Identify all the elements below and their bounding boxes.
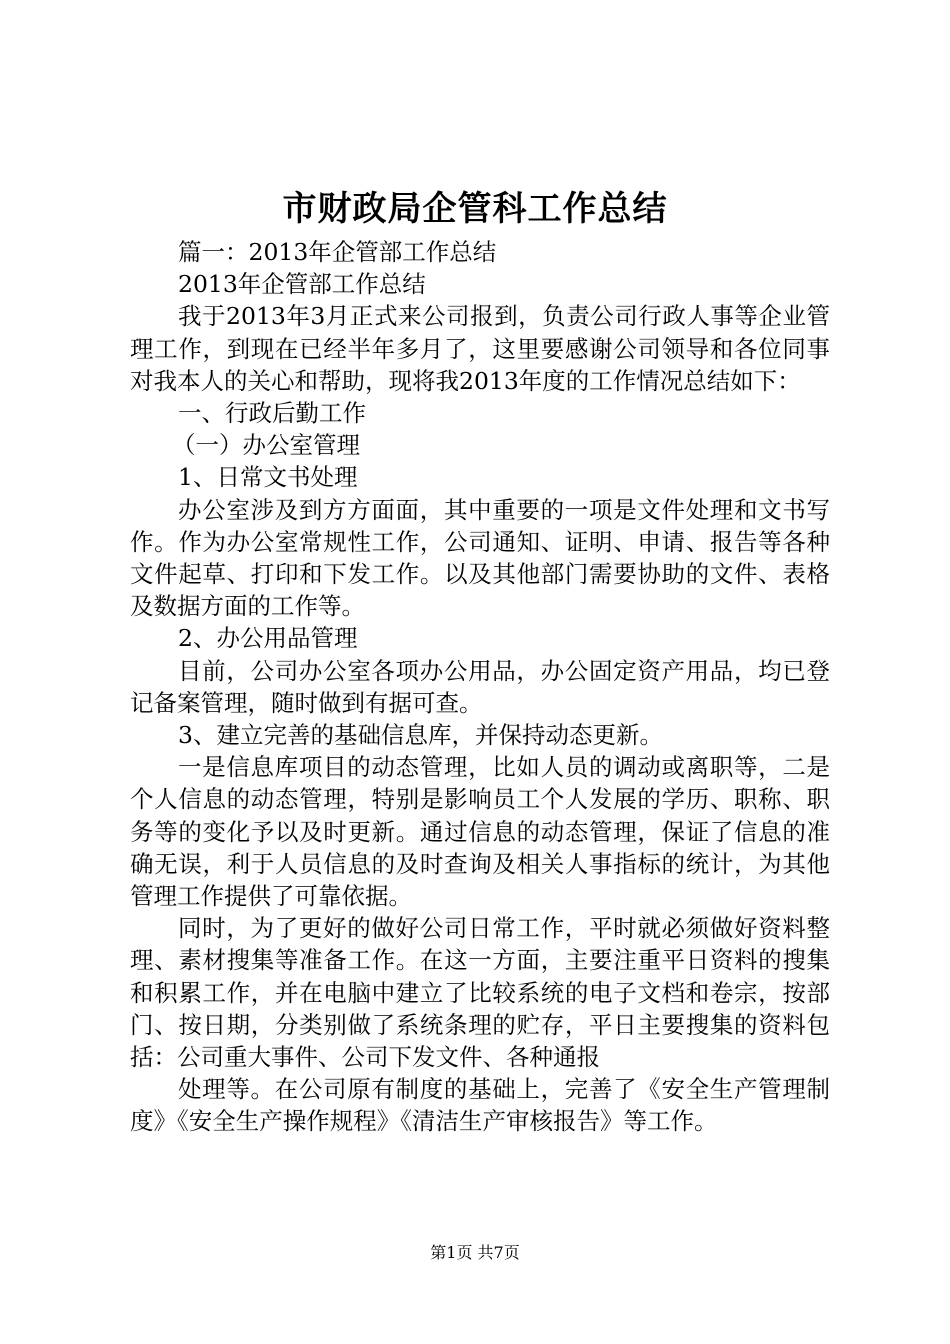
paragraph-document-handling: 办公室涉及到方方面面，其中重要的一项是文件处理和文书写作。作为办公室常规性工作，公司通知、证明、申请、报告等各种文件起草、打印和下发工作。以及其他部门需要协助的文件、表格及数据方面的工作等。	[130, 495, 830, 621]
page-number-footer: 第1页 共7页	[430, 1243, 520, 1262]
paragraph-daily-work: 同时，为了更好的做好公司日常工作，平时就必须做好资料整理、素材搜集等准备工作。在这一方面，主要注重平日资料的搜集和积累工作，并在电脑中建立了比较系统的电子文档和卷宗，按部门、按日期，分类别做了系统条理的贮存，平日主要搜集的资料包括：公司重大事件、公司下发文件、各种通报	[130, 914, 830, 1072]
paragraph-info-database: 一是信息库项目的动态管理，比如人员的调动或离职等，二是个人信息的动态管理，特别是影响员工个人发展的学历、职称、职务等的变化予以及时更新。通过信息的动态管理，保证了信息的准确无误，利于人员信息的及时查询及相关人事指标的统计，为其他管理工作提供了可靠依据。	[130, 753, 830, 911]
heading-info-database: 3、建立完善的基础信息库，并保持动态更新。	[178, 721, 663, 750]
paragraph-section-heading: 篇一：2013年企管部工作总结	[178, 238, 497, 266]
paragraph-subtitle: 2013年企管部工作总结	[178, 270, 426, 299]
paragraph-intro: 我于2013年3月正式来公司报到，负责公司行政人事等企业管理工作，到现在已经半年多月了，这里要感谢公司领导和各位同事对我本人的关心和帮助，现将我2013年度的工作情况总结如下：	[130, 302, 830, 395]
document-body	[130, 236, 830, 1138]
heading-document-handling: 1、日常文书处理	[178, 463, 358, 492]
document-title: 市财政局企管科工作总结	[282, 189, 668, 229]
heading-admin-logistics: 一、行政后勤工作	[178, 399, 366, 428]
paragraph-office-supplies: 目前，公司办公室各项办公用品，办公固定资产用品，均已登记备案管理，随时做到有据可查。	[130, 656, 830, 717]
heading-office-management: （一）办公室管理	[172, 431, 360, 460]
paragraph-regulations: 处理等。在公司原有制度的基础上，完善了《安全生产管理制度》《安全生产操作规程》《清洁生产审核报告》等工作。	[130, 1075, 830, 1136]
heading-office-supplies: 2、办公用品管理	[178, 624, 358, 653]
